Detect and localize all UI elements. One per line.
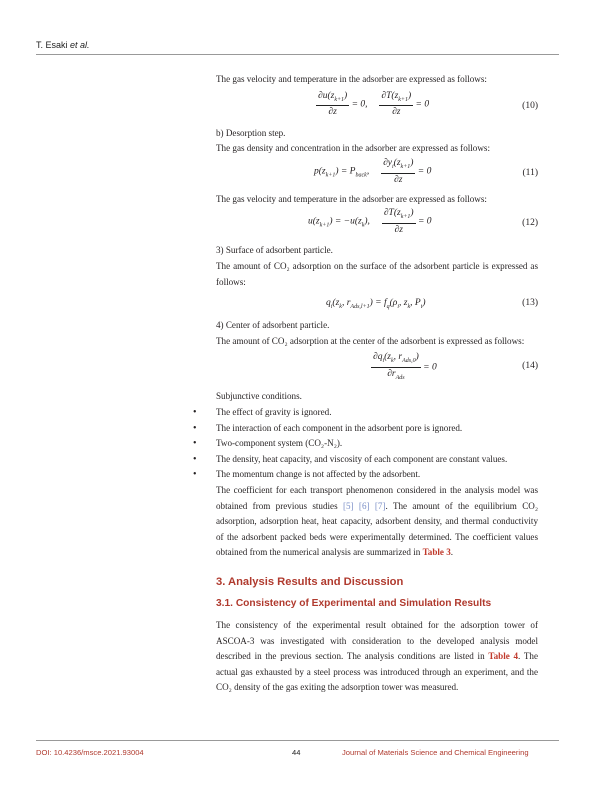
equation-number: (11) (522, 167, 538, 178)
table-3-link[interactable]: Table 3 (422, 547, 451, 558)
header-rule (36, 54, 559, 55)
main-column (216, 72, 538, 696)
paragraph: The amount of CO₂ adsorption on the surface of the adsorbent particle is expressed as follows: (216, 260, 538, 287)
paragraph: The gas velocity and temperature in the adsorber are expressed as follows: (216, 74, 487, 84)
subsection-heading: 3.1. Consistency of Experimental and Simulation Results (216, 598, 492, 610)
citation-link[interactable]: [5] [6] [7] (342, 500, 386, 511)
list-item: • Two-component system (CO₂-N₂). (201, 436, 538, 452)
bullet-list (216, 405, 538, 483)
page-number: 44 (292, 748, 301, 757)
list-item: • The interaction of each component in the adsorbent pore is ignored. (201, 421, 538, 437)
header-etal: et al. (70, 40, 90, 50)
equation-13: $q_i(z_k$, $r_{Ads,l+1}) = f_q(\rho_i$, $z_k$, $P_t$) (13) (326, 298, 538, 311)
footer-rule (36, 740, 559, 741)
equation-number: (13) (522, 298, 538, 309)
equation-number: (12) (522, 218, 538, 229)
footer-doi[interactable]: DOI: 10.4236/msce.2021.93004 (36, 748, 144, 757)
section-heading: 3. Analysis Results and Discussion (216, 575, 404, 588)
equation-14: $\frac{\partial q_i(z_k, r_{Ads,0})}{\partial r_{Ads}}$ = 0 (14) (373, 352, 538, 382)
list-item: • The effect of gravity is ignored. (201, 405, 538, 421)
running-header (36, 40, 90, 50)
equation-11: $p(z_{k+1}) = P_{back}$, $\frac{\partial y_i(z_{k+1})}{\partial z}$ = 0 (11) (314, 157, 538, 185)
footer-journal[interactable]: Journal of Materials Science and Chemical Engineering (342, 748, 529, 757)
subsection-label: 4) Center of adsorbent particle. (216, 320, 330, 331)
paragraph: The gas density and concentration in the adsorber are expressed as follows: (216, 143, 490, 154)
subsection-label: Subjunctive conditions. (216, 391, 302, 402)
paragraph: The coefficient for each transport phenomenon considered in the analysis model was obtained from previous studies [5] [6] [7]. The amount of the equilibrium CO₂ adsorption, adsorption heat, heat capacity, adsorbent density, and thermal conductivity of the adsorbent packed beds were experimentally determined. The coefficient values obtained from the numerical analysis are summarized in Table 3. (216, 484, 539, 558)
subsection-label: b) Desorption step. (216, 127, 286, 138)
list-item: • The momentum change is not affected by the adsorbent. (201, 467, 538, 483)
equation-number: (10) (522, 100, 538, 111)
equation-12: $u(z_{k+1}) = -u(z_k)$, $\frac{\partial T(z_{k+1})}{\partial z}$ = 0 (12) (308, 208, 538, 236)
paragraph: The consistency of the experimental result obtained for the adsorption tower of ASCOA-3 was investigated with consideration to the developed analysis model described in the previous section. The analysis conditions are listed in Table 4. The actual gas exhausted by a steel process was introduced through an experiment, and the CO₂ density of the gas exiting the adsorption tower was measured. (216, 620, 539, 693)
equation-number: (14) (522, 361, 538, 372)
subsection-label: 3) Surface of adsorbent particle. (216, 245, 333, 256)
table-4-link[interactable]: Table 4 (488, 651, 519, 662)
equation-10: $\frac{\partial u(z_{k+1})}{\partial z}$ = 0, $\frac{\partial T(z_{k+1})}{\partial z}$ = 0 (10) (318, 90, 538, 118)
paragraph: The amount of CO₂ adsorption at the center of the adsorbent is expressed as follows: (216, 335, 525, 346)
list-item: • The density, heat capacity, and viscosity of each component are constant values. (201, 452, 538, 468)
paragraph: The gas velocity and temperature in the adsorber are expressed as follows: (216, 193, 487, 204)
header-authors: T. Esaki (36, 40, 71, 50)
